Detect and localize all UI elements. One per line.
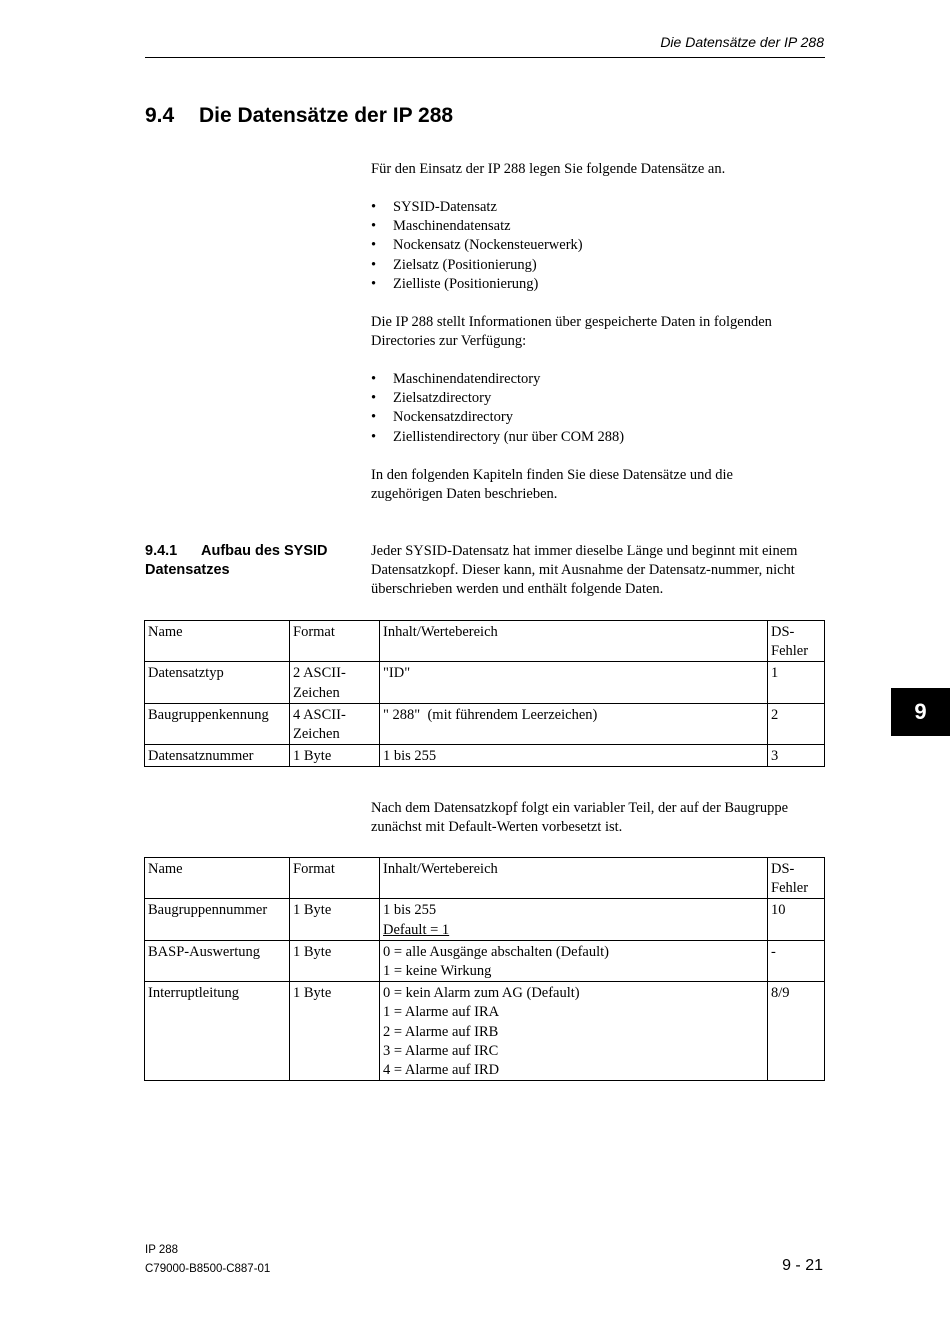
content-line: Default = 1 [383,921,450,938]
list-item: • Nockensatzdirectory [371,408,821,427]
cell-error: - [768,940,825,981]
page-number: 9 - 21 [782,1257,823,1274]
cell-error: 3 [768,745,825,767]
datasets-list [371,198,821,294]
content-line: 0 = kein Alarm zum AG (Default) [383,985,580,1002]
directories-list [371,370,821,447]
cell-content [380,940,768,981]
table-header-row [145,858,825,899]
header-format: Format [290,621,380,662]
cell-format: 4 ASCII-Zeichen [290,703,380,744]
table-row [145,662,825,703]
list-item: • Zielsatzdirectory [371,389,821,408]
intro-paragraph: Für den Einsatz der IP 288 legen Sie folgende Datensätze an. [371,161,726,177]
cell-error: 2 [768,703,825,744]
datasets-list-block [371,198,821,294]
cell-name: Datensatztyp [145,662,290,703]
cell-content [380,982,768,1081]
subsection-paragraph: Jeder SYSID-Datensatz hat immer dieselbe Länge und beginnt mit einem Datensatzkopf. Dieser kann, mit Ausnahme der Datensatz-nummer, nicht überschrieben werden und enthält folgende Daten. [371,543,798,598]
cell-name: Datensatznummer [145,745,290,767]
header-error: DS-Fehler [768,621,825,662]
subsection-heading [145,542,360,580]
chapters-note: In den folgenden Kapiteln finden Sie diese Datensätze und die zugehörigen Daten beschrieben. [371,467,733,503]
header-name: Name [145,621,290,662]
table-row [145,982,825,1081]
content-line: 3 = Alarme auf IRC [383,1042,499,1059]
header-content: Inhalt/Wertebereich [380,858,768,899]
subsection-number: 9.4.1 [145,543,178,559]
section-title: Die Datensätze der IP 288 [199,104,454,127]
list-item: • Ziellistendirectory (nur über COM 288) [371,428,821,447]
cell-content: " 288" (mit führendem Leerzeichen) [380,703,768,744]
subsection-title: Aufbau des SYSID Datensatzes [145,543,328,579]
content-line: 1 = keine Wirkung [383,963,492,980]
directories-list-block [371,370,821,447]
sysid-header-table [144,620,825,767]
cell-format: 1 Byte [290,940,380,981]
chapter-tab: 9 [891,688,950,736]
cell-content [380,899,768,940]
cell-error: 8/9 [768,982,825,1081]
footer-product: IP 288 [145,1244,179,1256]
table-header-row [145,621,825,662]
content-line: 4 = Alarme auf IRD [383,1062,500,1079]
cell-error: 10 [768,899,825,940]
list-item: • Nockensatz (Nockensteuerwerk) [371,236,821,255]
cell-content: 1 bis 255 [380,745,768,767]
table-row [145,745,825,767]
table-row [145,940,825,981]
content-line: 0 = alle Ausgänge abschalten (Default) [383,943,609,960]
cell-format: 1 Byte [290,745,380,767]
list-item: • Maschinendatensatz [371,217,821,236]
cell-name: Interruptleitung [145,982,290,1081]
header-rule [145,57,825,58]
content-line: 1 bis 255 [383,902,437,919]
content-line: 1 = Alarme auf IRA [383,1004,500,1021]
section-number: 9.4 [145,104,175,127]
variable-part-block [371,799,791,837]
variable-part-table [144,857,825,1081]
section-heading [145,104,453,128]
list-item: • Zielsatz (Positionierung) [371,256,821,275]
header-format: Format [290,858,380,899]
header-name: Name [145,858,290,899]
cell-name: BASP-Auswertung [145,940,290,981]
intro-block [371,160,821,179]
table-row [145,899,825,940]
running-head: Die Datensätze der IP 288 [660,34,824,50]
cell-error: 1 [768,662,825,703]
cell-content: "ID" [380,662,768,703]
content-line: 2 = Alarme auf IRB [383,1023,499,1040]
directories-intro: Die IP 288 stellt Informationen über gespeicherte Daten in folgenden Directories zur Verfügung: [371,314,772,350]
footer-left [145,1241,270,1279]
header-content: Inhalt/Wertebereich [380,621,768,662]
cell-format: 1 Byte [290,982,380,1081]
variable-part-paragraph: Nach dem Datensatzkopf folgt ein variabler Teil, der auf der Baugruppe zunächst mit Default-Werten vorbesetzt ist. [371,800,789,836]
cell-format: 1 Byte [290,899,380,940]
list-item: • Zielliste (Positionierung) [371,275,821,294]
header-error: DS-Fehler [768,858,825,899]
footer-order-number: C79000-B8500-C887-01 [145,1263,271,1275]
list-item: • Maschinendatendirectory [371,370,821,389]
list-item: • SYSID-Datensatz [371,198,821,217]
cell-name: Baugruppenkennung [145,703,290,744]
table-row [145,703,825,744]
chapters-note-block [371,466,791,504]
cell-name: Baugruppennummer [145,899,290,940]
subsection-text-block [371,542,806,600]
directories-intro-block [371,313,821,351]
cell-format: 2 ASCII-Zeichen [290,662,380,703]
